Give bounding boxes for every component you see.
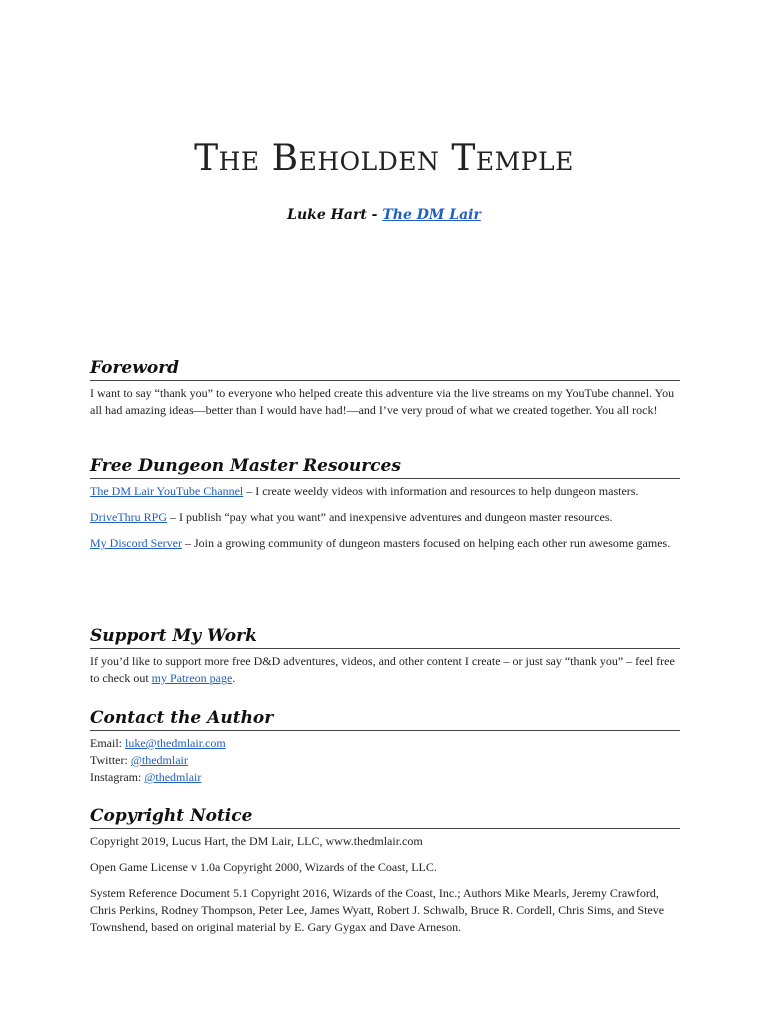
discord-server-link[interactable]: My Discord Server: [90, 536, 182, 550]
youtube-channel-link[interactable]: The DM Lair YouTube Channel: [90, 484, 244, 498]
resource-description: – I create weeldy videos with information and resources to help dungeon masters.: [243, 484, 639, 498]
byline: [0, 207, 768, 223]
contact-instagram: [90, 769, 680, 786]
copyright-heading: Copyright Notice: [90, 806, 680, 829]
author-name: Luke Hart -: [287, 207, 383, 223]
ogl-line: Open Game License v 1.0a Copyright 2000, Wizards of the Coast, LLC.: [90, 860, 437, 874]
resource-description: – Join a growing community of dungeon masters focused on helping each other run awesome games.: [181, 536, 671, 550]
srd-line: System Reference Document 5.1 Copyright 2016, Wizards of the Coast, Inc.; Authors Mike Mearls, Jeremy Crawford, Chris Perkins, Rodney Thompson, Peter Lee, James Wyatt, Robert J. Schwalb, Bruce R. Cordell, Chris Sims, and Steve Townshend, based on original material by E. Gary Gygax and Dave Arneson.: [90, 886, 665, 934]
copyright-section: [90, 806, 680, 936]
resource-item-drivethru: [90, 509, 680, 526]
copyright-line: Copyright 2019, Lucus Hart, the DM Lair, LLC, www.thedmlair.com: [90, 834, 423, 848]
resources-section: [90, 456, 680, 552]
resource-item-discord: [90, 535, 680, 552]
resource-item-youtube: [90, 483, 680, 500]
resource-description: – I publish “pay what you want” and inexpensive adventures and dungeon master resources.: [167, 510, 613, 524]
contact-twitter: [90, 752, 680, 769]
support-text-body: If you’d like to support more free D&D adventures, videos, and other content I create – or just say “thank you” – feel free to check out: [90, 654, 675, 685]
email-label: Email:: [90, 736, 125, 750]
instagram-label: Instagram:: [90, 770, 145, 784]
twitter-label: Twitter:: [90, 753, 131, 767]
instagram-link[interactable]: @thedmlair: [144, 770, 202, 784]
contact-email: [90, 735, 680, 752]
twitter-link[interactable]: @thedmlair: [130, 753, 188, 767]
support-section: [90, 626, 680, 687]
contact-heading: Contact the Author: [90, 708, 680, 731]
foreword-text: I want to say “thank you” to everyone who helped create this adventure via the live streams on my YouTube channel. You all had amazing ideas—better than I would have had!—and I’ve very proud of what we created together. You all rock!: [90, 386, 675, 417]
drivethru-rpg-link[interactable]: DriveThru RPG: [90, 510, 167, 524]
support-text-end: .: [232, 671, 236, 685]
support-heading: Support My Work: [90, 626, 680, 649]
dm-lair-link[interactable]: The DM Lair: [382, 207, 481, 223]
contact-section: [90, 708, 680, 786]
support-text: [90, 653, 680, 687]
foreword-section: [90, 358, 680, 419]
patreon-link[interactable]: my Patreon page: [151, 671, 233, 685]
resources-heading: Free Dungeon Master Resources: [90, 456, 680, 479]
page-title: The Beholden Temple: [194, 138, 574, 179]
foreword-heading: Foreword: [90, 358, 680, 381]
email-link[interactable]: luke@thedmlair.com: [125, 736, 226, 750]
